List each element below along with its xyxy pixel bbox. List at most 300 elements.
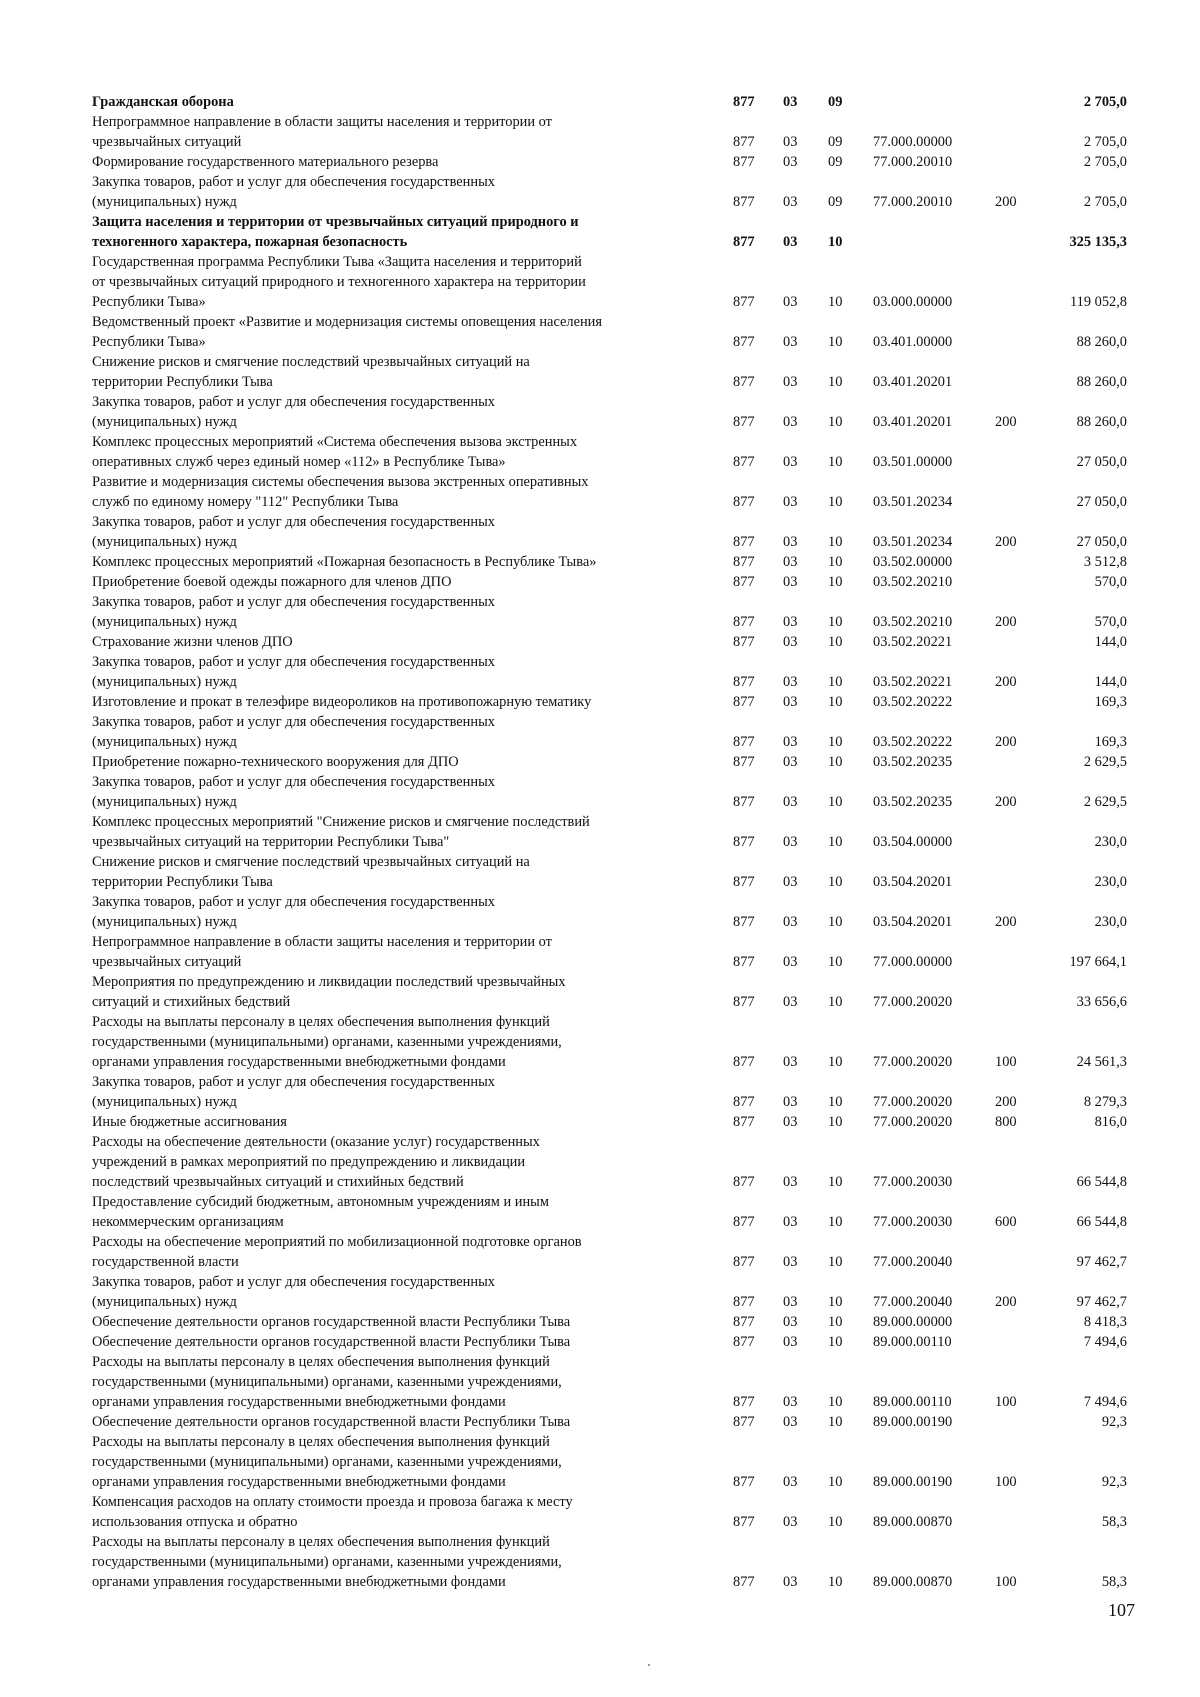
row-rz-code: 03 (783, 914, 798, 930)
table-row (92, 1312, 1127, 1332)
row-sum: 66 544,8 (1076, 1174, 1127, 1190)
row-gr-code: 877 (733, 454, 755, 470)
row-vr-code: 200 (995, 674, 1017, 690)
row-sum: 230,0 (1094, 874, 1127, 890)
table-row (92, 92, 1127, 112)
row-rz-code: 03 (783, 94, 798, 110)
row-pr-code: 10 (828, 1334, 843, 1350)
table-row (92, 352, 1127, 392)
row-pr-code: 10 (828, 1214, 843, 1230)
row-pr-code: 10 (828, 494, 843, 510)
row-vr-code (995, 112, 1047, 152)
row-vr-code: 800 (995, 1114, 1017, 1130)
table-row (92, 392, 1127, 432)
row-csr-code: 89.000.00190 (873, 1414, 953, 1430)
row-pr-code: 10 (828, 834, 843, 850)
row-vr-code: 200 (995, 414, 1017, 430)
row-name: Предоставление субсидий бюджетным, автономным учреждениям и иным некоммерческим организациям (92, 1194, 549, 1230)
row-sum: 8 279,3 (1083, 1094, 1127, 1110)
row-pr-code: 10 (828, 794, 843, 810)
row-rz-code: 03 (783, 1294, 798, 1310)
row-sum: 2 629,5 (1083, 794, 1127, 810)
row-name: Закупка товаров, работ и услуг для обеспечения государственных (муниципальных) нужд (92, 514, 495, 550)
row-sum: 97 462,7 (1076, 1254, 1127, 1270)
row-rz-code: 03 (783, 554, 798, 570)
row-vr-code: 200 (995, 1094, 1017, 1110)
row-gr-code: 877 (733, 94, 755, 110)
row-gr-code: 877 (733, 914, 755, 930)
row-pr-code: 10 (828, 414, 843, 430)
row-vr-code: 200 (995, 534, 1017, 550)
row-rz-code: 03 (783, 334, 798, 350)
row-name: Закупка товаров, работ и услуг для обеспечения государственных (муниципальных) нужд (92, 1074, 495, 1110)
row-rz-code: 03 (783, 1094, 798, 1110)
row-vr-code (995, 92, 1047, 112)
row-csr-code: 77.000.20040 (873, 1254, 953, 1270)
row-sum: 8 418,3 (1083, 1314, 1127, 1330)
row-sum: 58,3 (1101, 1514, 1127, 1530)
row-rz-code: 03 (783, 234, 798, 250)
row-vr-code: 600 (995, 1214, 1017, 1230)
row-pr-code: 10 (828, 454, 843, 470)
row-csr-code: 77.000.20030 (873, 1174, 953, 1190)
row-csr-code: 77.000.20020 (873, 1094, 953, 1110)
row-gr-code: 877 (733, 994, 755, 1010)
row-pr-code: 10 (828, 234, 843, 250)
row-csr-code: 77.000.20040 (873, 1294, 953, 1310)
row-pr-code: 10 (828, 914, 843, 930)
row-rz-code: 03 (783, 1394, 798, 1410)
table-row (92, 1232, 1127, 1272)
row-vr-code (995, 312, 1047, 352)
table-row (92, 812, 1127, 852)
row-gr-code: 877 (733, 954, 755, 970)
table-row (92, 552, 1127, 572)
row-csr-code: 77.000.20020 (873, 1114, 953, 1130)
row-rz-code: 03 (783, 194, 798, 210)
row-vr-code (995, 752, 1047, 772)
row-rz-code: 03 (783, 834, 798, 850)
row-gr-code: 877 (733, 1114, 755, 1130)
row-gr-code: 877 (733, 1474, 755, 1490)
row-csr-code: 03.000.00000 (873, 294, 953, 310)
row-gr-code: 877 (733, 554, 755, 570)
row-sum: 27 050,0 (1076, 494, 1127, 510)
row-sum: 169,3 (1094, 694, 1127, 710)
row-gr-code: 877 (733, 1174, 755, 1190)
row-vr-code (995, 252, 1047, 312)
row-gr-code: 877 (733, 1394, 755, 1410)
row-csr-code: 77.000.00000 (873, 954, 953, 970)
row-sum: 66 544,8 (1076, 1214, 1127, 1230)
row-name: Приобретение пожарно-технического вооружения для ДПО (92, 754, 459, 770)
row-gr-code: 877 (733, 794, 755, 810)
row-name: Закупка товаров, работ и услуг для обеспечения государственных (муниципальных) нужд (92, 594, 495, 630)
row-pr-code: 10 (828, 334, 843, 350)
scan-speck (648, 1664, 650, 1666)
row-rz-code: 03 (783, 534, 798, 550)
row-name: Расходы на обеспечение деятельности (оказание услуг) государственных учреждений в рамках мероприятий по предупреждению и ликвидации последствий чрезвычайных ситуаций и стихийных бедствий (92, 1134, 540, 1190)
row-name: Приобретение боевой одежды пожарного для членов ДПО (92, 574, 452, 590)
row-rz-code: 03 (783, 754, 798, 770)
table-row (92, 152, 1127, 172)
row-name: Комплекс процессных мероприятий «Пожарная безопасность в Республике Тыва» (92, 554, 597, 570)
row-csr-code (873, 92, 995, 112)
row-pr-code: 10 (828, 1394, 843, 1410)
row-rz-code: 03 (783, 374, 798, 390)
row-gr-code: 877 (733, 1334, 755, 1350)
row-name: Закупка товаров, работ и услуг для обеспечения государственных (муниципальных) нужд (92, 394, 495, 430)
row-sum: 88 260,0 (1076, 414, 1127, 430)
row-rz-code: 03 (783, 1414, 798, 1430)
table-row (92, 592, 1127, 632)
row-vr-code (995, 1492, 1047, 1532)
row-sum: 2 629,5 (1083, 754, 1127, 770)
row-gr-code: 877 (733, 1574, 755, 1590)
row-vr-code: 100 (995, 1394, 1017, 1410)
row-csr-code: 89.000.00110 (873, 1394, 952, 1410)
row-gr-code: 877 (733, 674, 755, 690)
row-rz-code: 03 (783, 154, 798, 170)
row-sum: 27 050,0 (1076, 534, 1127, 550)
table-row (92, 1012, 1127, 1072)
page-number: 107 (1108, 1600, 1135, 1620)
row-name: Ведомственный проект «Развитие и модернизация системы оповещения населения Республики Тыва» (92, 314, 602, 350)
row-gr-code: 877 (733, 534, 755, 550)
row-sum: 144,0 (1094, 674, 1127, 690)
row-name: Гражданская оборона (92, 94, 234, 110)
row-gr-code: 877 (733, 574, 755, 590)
row-rz-code: 03 (783, 1514, 798, 1530)
row-csr-code: 03.401.20201 (873, 374, 953, 390)
row-rz-code: 03 (783, 994, 798, 1010)
row-vr-code: 200 (995, 614, 1017, 630)
table-row (92, 252, 1127, 312)
table-row (92, 1112, 1127, 1132)
row-gr-code: 877 (733, 1214, 755, 1230)
row-sum: 58,3 (1101, 1574, 1127, 1590)
row-vr-code (995, 1412, 1047, 1432)
row-sum: 144,0 (1094, 634, 1127, 650)
row-name: Формирование государственного материального резерва (92, 154, 439, 170)
table-row (92, 1132, 1127, 1192)
table-row (92, 212, 1127, 252)
row-gr-code: 877 (733, 634, 755, 650)
row-pr-code: 10 (828, 1054, 843, 1070)
row-gr-code: 877 (733, 414, 755, 430)
row-gr-code: 877 (733, 754, 755, 770)
row-gr-code: 877 (733, 494, 755, 510)
row-rz-code: 03 (783, 414, 798, 430)
row-sum: 816,0 (1094, 1114, 1127, 1130)
row-vr-code (995, 1332, 1047, 1352)
row-csr-code: 03.501.00000 (873, 454, 953, 470)
row-sum: 2 705,0 (1083, 134, 1127, 150)
table-row (92, 1332, 1127, 1352)
row-vr-code: 100 (995, 1474, 1017, 1490)
row-csr-code: 77.000.20020 (873, 994, 953, 1010)
row-rz-code: 03 (783, 874, 798, 890)
row-name: Страхование жизни членов ДПО (92, 634, 293, 650)
row-vr-code (995, 692, 1047, 712)
row-gr-code: 877 (733, 1294, 755, 1310)
table-row (92, 892, 1127, 932)
row-csr-code (873, 212, 995, 252)
row-csr-code: 03.502.20221 (873, 634, 953, 650)
row-vr-code (995, 632, 1047, 652)
row-rz-code: 03 (783, 674, 798, 690)
row-csr-code: 77.000.20030 (873, 1214, 953, 1230)
row-sum: 2 705,0 (1083, 154, 1127, 170)
row-csr-code: 89.000.00000 (873, 1314, 953, 1330)
row-vr-code: 200 (995, 794, 1017, 810)
row-rz-code: 03 (783, 734, 798, 750)
row-pr-code: 10 (828, 574, 843, 590)
row-vr-code (995, 212, 1047, 252)
row-rz-code: 03 (783, 1334, 798, 1350)
row-csr-code: 03.502.20235 (873, 754, 953, 770)
table-row (92, 572, 1127, 592)
row-name: Закупка товаров, работ и услуг для обеспечения государственных (муниципальных) нужд (92, 894, 495, 930)
row-pr-code: 10 (828, 1474, 843, 1490)
table-row (92, 1192, 1127, 1232)
row-sum: 3 512,8 (1083, 554, 1127, 570)
row-gr-code: 877 (733, 294, 755, 310)
row-gr-code: 877 (733, 154, 755, 170)
row-gr-code: 877 (733, 134, 755, 150)
row-rz-code: 03 (783, 1314, 798, 1330)
table-row (92, 432, 1127, 472)
row-pr-code: 10 (828, 1174, 843, 1190)
row-csr-code: 89.000.00110 (873, 1334, 952, 1350)
row-name: Непрограммное направление в области защиты населения и территории от чрезвычайных ситуаций (92, 934, 552, 970)
row-pr-code: 10 (828, 554, 843, 570)
row-pr-code: 10 (828, 1414, 843, 1430)
row-csr-code: 03.502.20222 (873, 734, 953, 750)
row-sum: 570,0 (1094, 614, 1127, 630)
row-pr-code: 09 (828, 134, 843, 150)
row-gr-code: 877 (733, 694, 755, 710)
row-name: Обеспечение деятельности органов государственной власти Республики Тыва (92, 1334, 571, 1350)
row-csr-code: 77.000.00000 (873, 134, 953, 150)
row-vr-code (995, 572, 1047, 592)
table-row (92, 312, 1127, 352)
row-name: Расходы на выплаты персоналу в целях обеспечения выполнения функций государственными (муниципальными) органами, казенными учреждениями, органами управления государственными внебюджетными фондами (92, 1354, 562, 1410)
budget-table-body (92, 92, 1127, 1592)
row-sum: 325 135,3 (1069, 234, 1127, 250)
row-pr-code: 10 (828, 1254, 843, 1270)
row-vr-code (995, 152, 1047, 172)
row-pr-code: 10 (828, 754, 843, 770)
row-name: Обеспечение деятельности органов государственной власти Республики Тыва (92, 1414, 571, 1430)
row-pr-code: 09 (828, 94, 843, 110)
row-pr-code: 09 (828, 194, 843, 210)
row-name: Снижение рисков и смягчение последствий чрезвычайных ситуаций на территории Республики Тыва (92, 354, 530, 390)
row-sum: 92,3 (1101, 1414, 1127, 1430)
row-vr-code (995, 932, 1047, 972)
row-rz-code: 03 (783, 294, 798, 310)
table-row (92, 1272, 1127, 1312)
row-vr-code: 200 (995, 914, 1017, 930)
budget-table-section (92, 92, 1127, 1592)
row-name: Комплекс процессных мероприятий «Система обеспечения вызова экстренных оперативных служб через единый номер «112» в Республике Тыва» (92, 434, 578, 470)
table-row (92, 632, 1127, 652)
table-row (92, 972, 1127, 1012)
row-name: Мероприятия по предупреждению и ликвидации последствий чрезвычайных ситуаций и стихийных бедствий (92, 974, 566, 1010)
row-csr-code: 03.504.20201 (873, 874, 953, 890)
table-row (92, 1352, 1127, 1412)
row-name: Закупка товаров, работ и услуг для обеспечения государственных (муниципальных) нужд (92, 654, 495, 690)
row-csr-code: 77.000.20010 (873, 194, 953, 210)
row-rz-code: 03 (783, 1474, 798, 1490)
row-csr-code: 03.401.00000 (873, 334, 953, 350)
row-sum: 119 052,8 (1069, 294, 1127, 310)
row-sum: 27 050,0 (1076, 454, 1127, 470)
row-vr-code (995, 812, 1047, 852)
row-name: Закупка товаров, работ и услуг для обеспечения государственных (муниципальных) нужд (92, 174, 495, 210)
row-sum: 24 561,3 (1076, 1054, 1127, 1070)
row-gr-code: 877 (733, 374, 755, 390)
table-row (92, 1412, 1127, 1432)
row-pr-code: 10 (828, 1574, 843, 1590)
row-rz-code: 03 (783, 1054, 798, 1070)
row-pr-code: 10 (828, 1294, 843, 1310)
row-pr-code: 10 (828, 674, 843, 690)
row-sum: 33 656,6 (1076, 994, 1127, 1010)
row-gr-code: 877 (733, 334, 755, 350)
row-pr-code: 10 (828, 1514, 843, 1530)
row-name: Непрограммное направление в области защиты населения и территории от чрезвычайных ситуаций (92, 114, 552, 150)
row-csr-code: 03.501.20234 (873, 494, 953, 510)
row-sum: 230,0 (1094, 834, 1127, 850)
row-pr-code: 10 (828, 1094, 843, 1110)
row-csr-code: 89.000.00190 (873, 1474, 953, 1490)
row-pr-code: 10 (828, 374, 843, 390)
row-csr-code: 03.502.20221 (873, 674, 953, 690)
row-csr-code: 89.000.00870 (873, 1514, 953, 1530)
row-pr-code: 10 (828, 874, 843, 890)
row-vr-code (995, 1312, 1047, 1332)
row-sum: 7 494,6 (1083, 1394, 1127, 1410)
row-rz-code: 03 (783, 694, 798, 710)
table-row (92, 772, 1127, 812)
row-name: Закупка товаров, работ и услуг для обеспечения государственных (муниципальных) нужд (92, 1274, 495, 1310)
row-vr-code: 200 (995, 734, 1017, 750)
row-rz-code: 03 (783, 1214, 798, 1230)
row-sum: 230,0 (1094, 914, 1127, 930)
row-csr-code: 03.502.20222 (873, 694, 953, 710)
row-name: Защита населения и территории от чрезвычайных ситуаций природного и техногенного характера, пожарная безопасность (92, 214, 579, 250)
row-sum: 92,3 (1101, 1474, 1127, 1490)
row-rz-code: 03 (783, 494, 798, 510)
table-row (92, 512, 1127, 552)
row-rz-code: 03 (783, 134, 798, 150)
row-rz-code: 03 (783, 574, 798, 590)
row-gr-code: 877 (733, 874, 755, 890)
row-gr-code: 877 (733, 1254, 755, 1270)
row-sum: 88 260,0 (1076, 334, 1127, 350)
row-csr-code: 03.502.20235 (873, 794, 953, 810)
row-vr-code (995, 552, 1047, 572)
row-rz-code: 03 (783, 794, 798, 810)
row-gr-code: 877 (733, 734, 755, 750)
row-pr-code: 09 (828, 154, 843, 170)
row-sum: 88 260,0 (1076, 374, 1127, 390)
row-csr-code: 03.502.00000 (873, 554, 953, 570)
row-gr-code: 877 (733, 1314, 755, 1330)
row-vr-code (995, 972, 1047, 1012)
row-csr-code: 77.000.20010 (873, 154, 953, 170)
row-name: Снижение рисков и смягчение последствий чрезвычайных ситуаций на территории Республики Тыва (92, 854, 530, 890)
row-name: Комплекс процессных мероприятий "Снижение рисков и смягчение последствий чрезвычайных ситуаций на территории Республики Тыва" (92, 814, 590, 850)
row-sum: 2 705,0 (1083, 94, 1127, 110)
row-pr-code: 10 (828, 694, 843, 710)
row-name: Закупка товаров, работ и услуг для обеспечения государственных (муниципальных) нужд (92, 774, 495, 810)
row-name: Обеспечение деятельности органов государственной власти Республики Тыва (92, 1314, 571, 1330)
row-rz-code: 03 (783, 634, 798, 650)
row-vr-code: 200 (995, 1294, 1017, 1310)
row-csr-code: 03.502.20210 (873, 614, 953, 630)
row-csr-code: 77.000.20020 (873, 1054, 953, 1070)
row-gr-code: 877 (733, 1054, 755, 1070)
row-vr-code (995, 1232, 1047, 1272)
table-row (92, 752, 1127, 772)
table-row (92, 1492, 1127, 1532)
row-name: Изготовление и прокат в телеэфире видеороликов на противопожарную тематику (92, 694, 592, 710)
row-gr-code: 877 (733, 1514, 755, 1530)
row-gr-code: 877 (733, 234, 755, 250)
row-gr-code: 877 (733, 614, 755, 630)
row-csr-code: 03.504.20201 (873, 914, 953, 930)
row-pr-code: 10 (828, 614, 843, 630)
row-vr-code: 100 (995, 1054, 1017, 1070)
row-gr-code: 877 (733, 194, 755, 210)
row-csr-code: 03.401.20201 (873, 414, 953, 430)
row-csr-code: 89.000.00870 (873, 1574, 953, 1590)
table-row (92, 1532, 1127, 1592)
row-vr-code (995, 1132, 1047, 1192)
row-pr-code: 10 (828, 294, 843, 310)
row-vr-code: 200 (995, 194, 1017, 210)
row-rz-code: 03 (783, 1574, 798, 1590)
row-rz-code: 03 (783, 454, 798, 470)
row-gr-code: 877 (733, 834, 755, 850)
row-rz-code: 03 (783, 1114, 798, 1130)
row-vr-code (995, 852, 1047, 892)
row-pr-code: 10 (828, 534, 843, 550)
row-csr-code: 03.504.00000 (873, 834, 953, 850)
table-row (92, 1432, 1127, 1492)
row-pr-code: 10 (828, 1314, 843, 1330)
row-sum: 570,0 (1094, 574, 1127, 590)
row-name: Расходы на обеспечение мероприятий по мобилизационной подготовке органов государственной власти (92, 1234, 582, 1270)
row-rz-code: 03 (783, 1254, 798, 1270)
row-sum: 169,3 (1094, 734, 1127, 750)
row-name: Расходы на выплаты персоналу в целях обеспечения выполнения функций государственными (муниципальными) органами, казенными учреждениями, органами управления государственными внебюджетными фондами (92, 1534, 562, 1590)
row-vr-code: 100 (995, 1574, 1017, 1590)
budget-table (92, 92, 1127, 1592)
row-vr-code (995, 472, 1047, 512)
row-name: Государственная программа Республики Тыва «Защита населения и территорий от чрезвычайных ситуаций природного и техногенного характера на территории Республики Тыва» (92, 254, 586, 310)
table-row (92, 932, 1127, 972)
row-csr-code: 03.502.20210 (873, 574, 953, 590)
table-row (92, 852, 1127, 892)
row-vr-code (995, 352, 1047, 392)
row-sum: 7 494,6 (1083, 1334, 1127, 1350)
table-row (92, 172, 1127, 212)
row-name: Иные бюджетные ассигнования (92, 1114, 287, 1130)
row-gr-code: 877 (733, 1094, 755, 1110)
